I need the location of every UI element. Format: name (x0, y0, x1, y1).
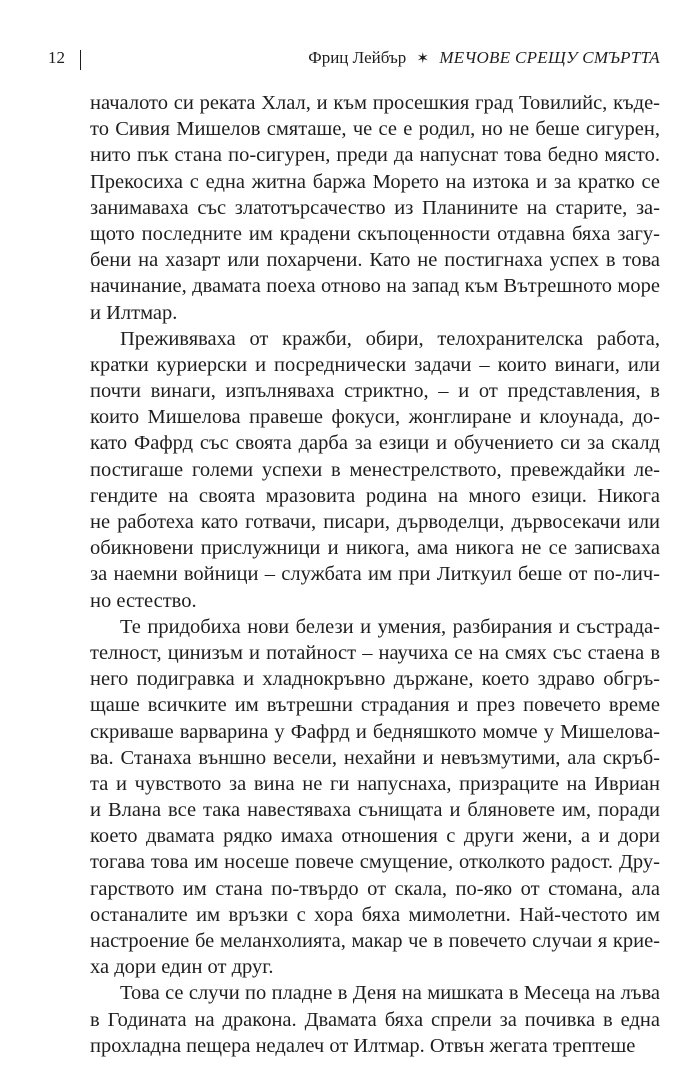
text-line: нито пък стана по-сигурен, преди да напуснат това бедно място. (90, 144, 660, 167)
running-header (48, 40, 660, 74)
text-line: но естество. (90, 589, 197, 612)
text-line: за наемни войници – службата им при Литкуил беше от по-лич- (90, 563, 660, 586)
text-line: щото последните им крадени скъпоценности отдавна бяха загу- (90, 222, 660, 245)
text-line: постигаше големи успехи в менестрелството, превеждайки ле- (90, 458, 660, 481)
paragraph (90, 326, 660, 614)
text-line: скриваше варварина у Фафрд и бедняшкото момче у Мишелова- (90, 720, 660, 743)
paragraph (90, 614, 660, 981)
text-line: кратки куриерски и посреднически задачи – които винаги, или (90, 353, 660, 376)
paragraph (90, 90, 660, 326)
text-line: началото си реката Хлал, и към просешкия град Товилийс, къде- (90, 92, 660, 114)
text-line: гарството им стана по-твърдо от скала, по-яко от стомана, ала (90, 877, 660, 900)
book-title: МЕЧОВЕ СРЕЩУ СМЪРТТА (439, 48, 660, 67)
text-line: начинание, двамата поеха отново на запад към Вътрешното море (90, 275, 660, 298)
text-line: което двамата рядко имаха отношения с други жени, а и дори (90, 825, 660, 848)
text-line: бени на хазарт или похарчени. Като не постигнаха успех в това (90, 249, 660, 272)
running-head (308, 48, 660, 68)
text-line: Те придобиха нови белези и умения, разбирания и състрада- (120, 615, 660, 638)
text-line: тогава това им носеше повече смущение, отколкото радост. Дру- (90, 851, 660, 874)
text-line: та и чувството за вина не ги напуснаха, призраците на Ивриан (90, 772, 660, 795)
text-line: ха дори един от друг. (90, 956, 274, 979)
text-line: щаше всичките им вътрешни страдания и през повечето време (90, 694, 660, 717)
author-name: Фриц Лейбър (308, 48, 407, 67)
text-line: не работеха като готвачи, писари, дърводелци, дървосекачи или (90, 511, 660, 533)
body-text (90, 90, 660, 1059)
header-divider (80, 50, 81, 70)
text-line: него подигравка и хладнокръвно държане, което здраво обгръ- (90, 668, 660, 691)
text-line: като Фафрд със своята дарба за езици и обучението си за скалд (90, 432, 660, 455)
star-icon: ✶ (416, 51, 430, 67)
text-line: почти винаги, изпълняваха стриктно, – и от представления, в (90, 380, 660, 403)
text-line: останалите им връзки с хора бяха мимолетни. Най-честото им (90, 903, 660, 926)
text-line: и Илтмар. (90, 301, 178, 324)
text-line: настроение бе меланхолията, макар че в повечето случаи я криe- (90, 930, 660, 952)
text-line: телност, цинизъм и потайност – научиха се на смях със стаена в (90, 641, 660, 664)
text-line: и Влана все така навестяваха сънищата и бляновете им, поради (90, 799, 660, 822)
text-line: ва. Станаха външно весели, нехайни и невъзмутими, ала скръб- (90, 746, 660, 769)
text-line: които Мишелова правеше фокуси, жонглиране и клоунада, до- (90, 406, 660, 429)
paragraph (90, 980, 660, 1059)
text-line: в Годината на дракона. Двамата бяха спрели за почивка в една (90, 1008, 660, 1031)
text-line: то Сивия Мишелов смяташе, че се е родил, но не беше сигурен, (90, 118, 660, 141)
text-line: гендите на своята мразовита родина на много езици. Никога (90, 484, 660, 507)
text-line: прохладна пещера недалеч от Илтмар. Отвън жегата трептеше (90, 1034, 636, 1057)
text-line: занимаваха със златотърсачество из Планините на старите, за- (90, 196, 660, 219)
text-line: обикновени прислужници и никога, ама никога не се записваха (90, 537, 660, 560)
page-number: 12 (48, 48, 65, 67)
text-line: Преживяваха от кражби, обири, телохранителска работа, (120, 327, 660, 350)
text-line: Прекосиха с една житна баржа Морето на изтока и за кратко се (90, 170, 660, 193)
text-line: Това се случи по пладне в Деня на мишката в Месеца на лъва (120, 982, 660, 1005)
